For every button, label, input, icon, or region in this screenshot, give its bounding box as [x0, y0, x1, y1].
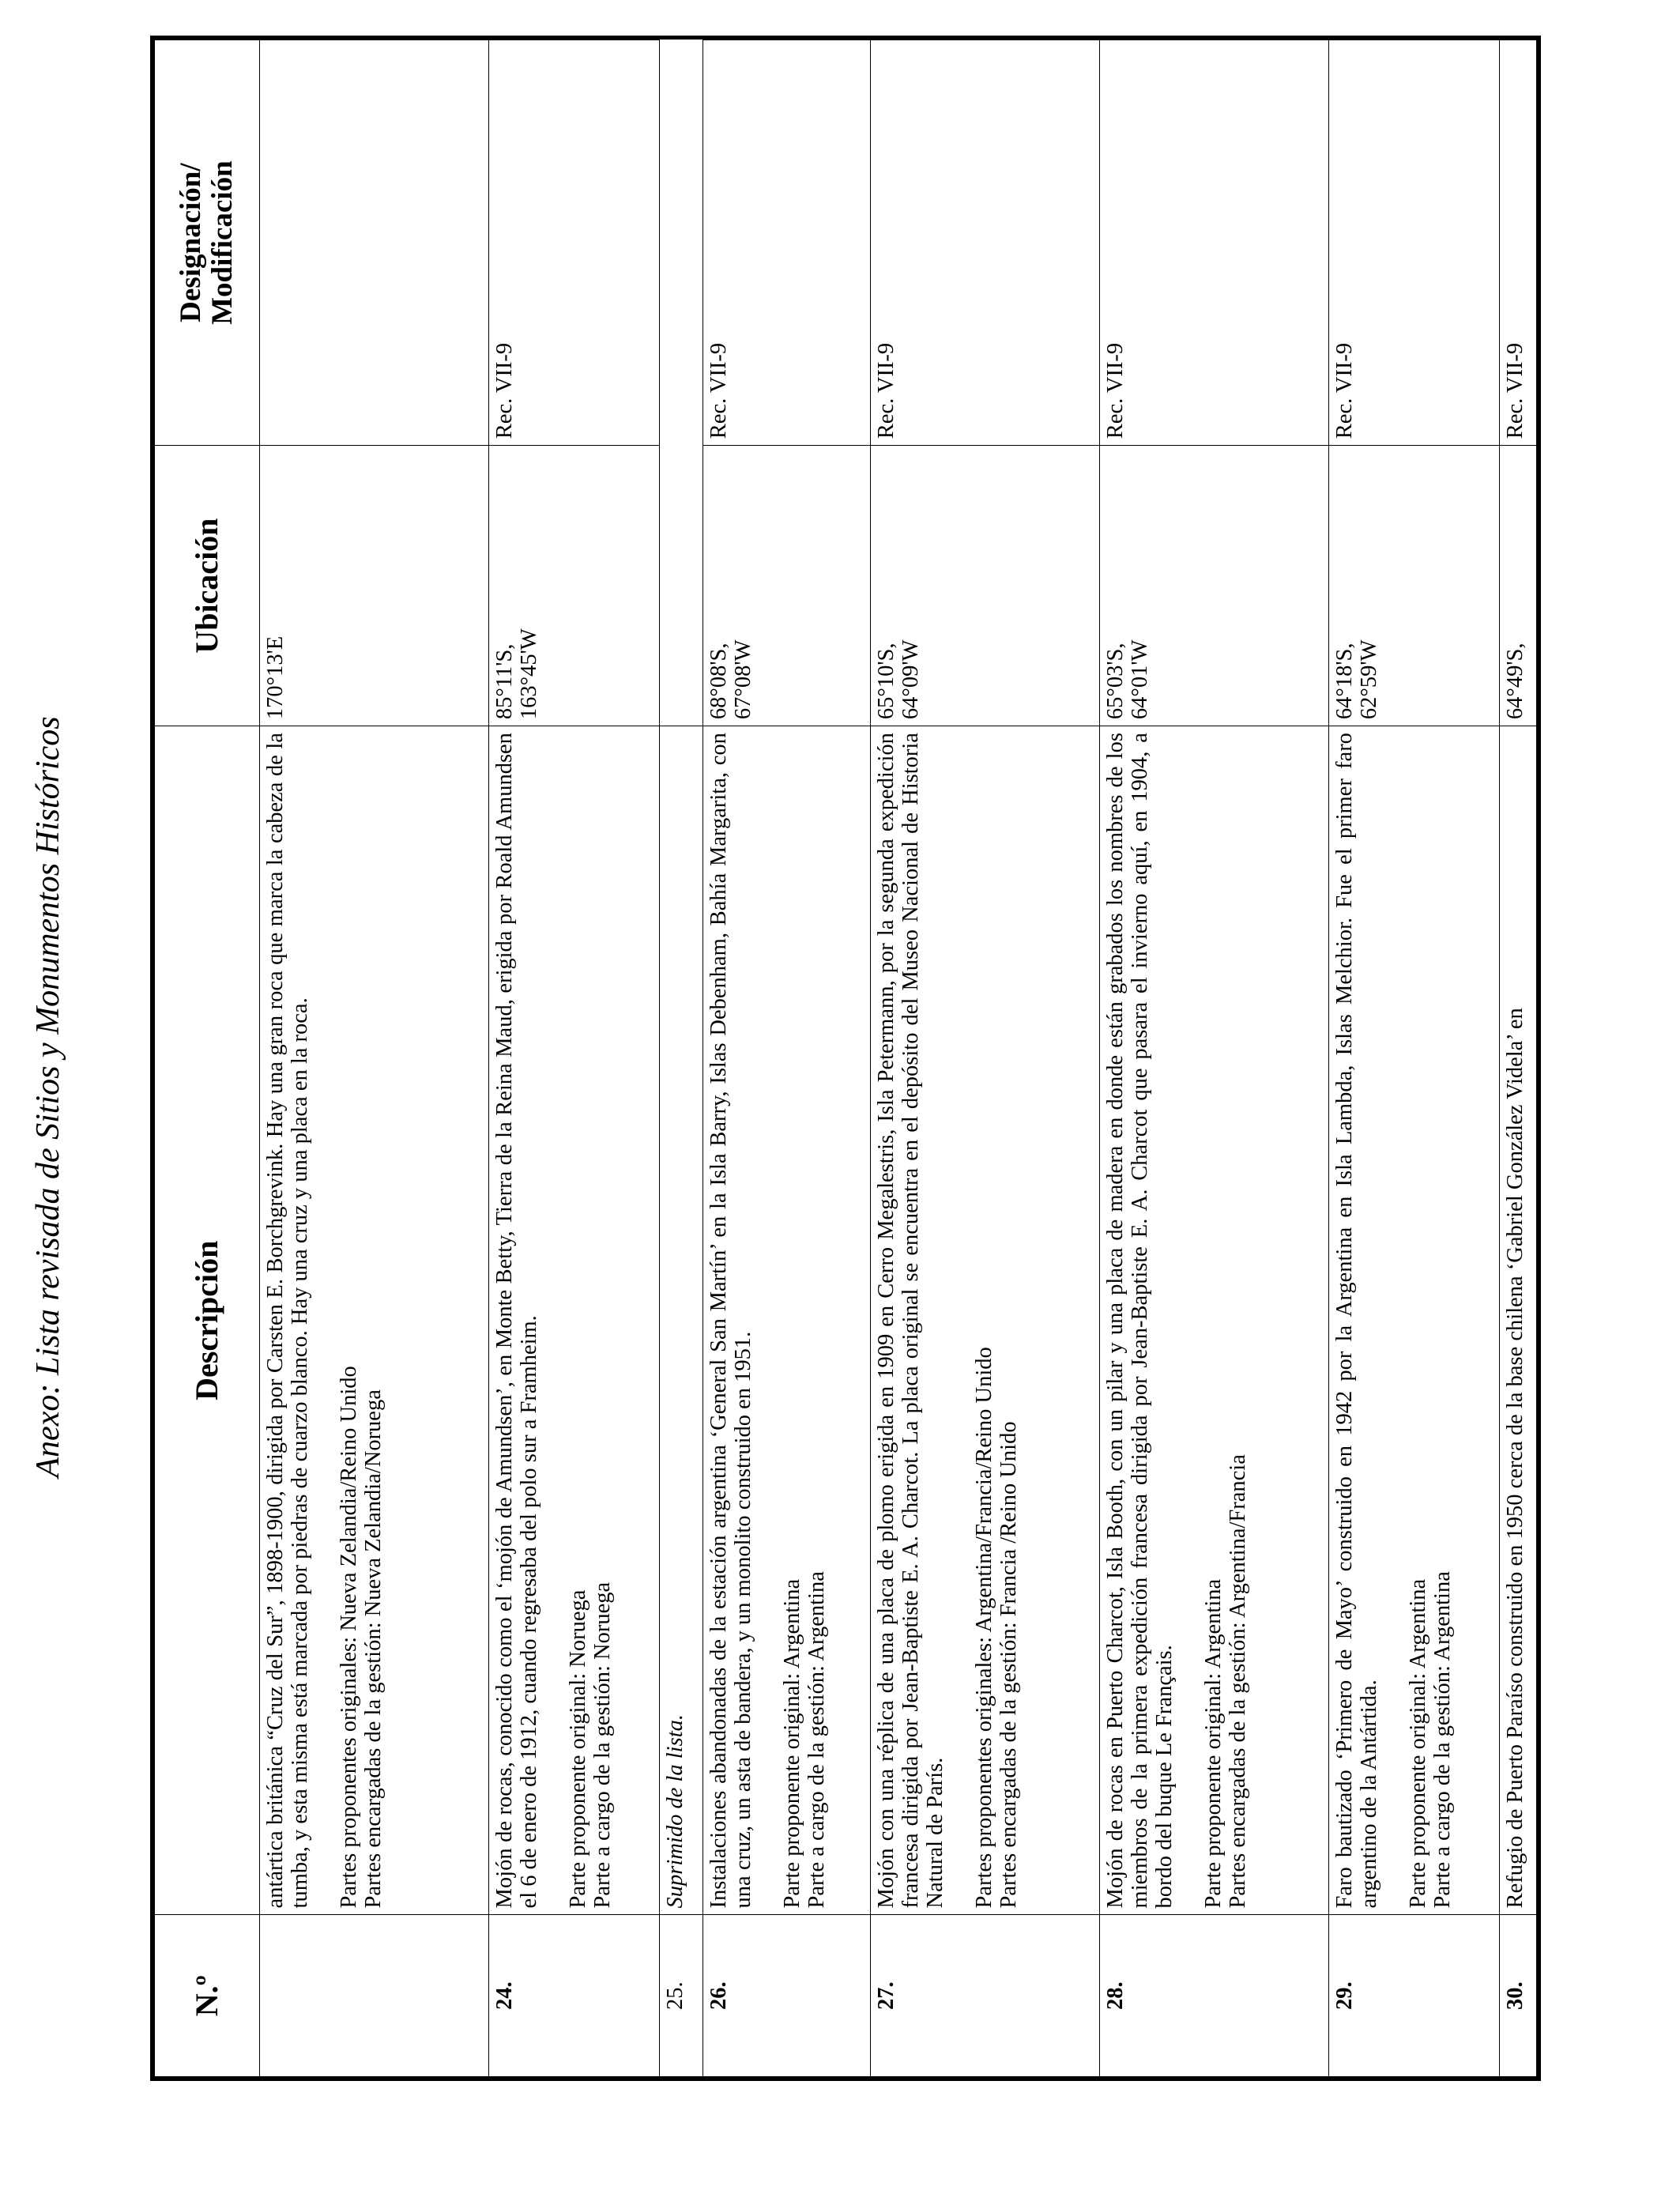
row-description: [1329, 726, 1500, 1915]
proposing-parties: Partes proponentes originales: Argentina/Francia/Reino Unido: [972, 1347, 996, 1909]
table-row: [871, 40, 1100, 2077]
description-text: Mojón de rocas, conocido como el ‘mojón de Amundsen’, en Monte Betty, Tierra de la Reina Maud, erigida por Roald Amundsen el 6 de enero de 1912, cuando regresaba del polo sur a Framheim.: [492, 733, 541, 1909]
location-line-2: 64°09'W: [898, 639, 923, 720]
monuments-table: [154, 40, 1537, 2077]
table-row: [1500, 40, 1537, 2077]
managing-parties-line: Parte a cargo de la gestión: Noruega: [590, 1581, 615, 1909]
description-text: Instalaciones abandonadas de la estación argentina ‘General San Martín’ en la Isla Barry, Islas Debenham, Bahía Margarita, con una cruz, un asta de bandera, y un monolito construido en 1951.: [706, 733, 755, 1909]
row-designation: Rec. VII-9: [1100, 40, 1329, 446]
location-line-1: 65°10'S,: [874, 643, 898, 720]
page-header-title: Anexo: Lista revisada de Sitios y Monumentos Históricos: [30, 716, 66, 1478]
column-header-location: Ubicación: [155, 446, 260, 726]
row-designation: Rec. VII-9: [489, 40, 660, 446]
table-row: [660, 40, 703, 2077]
managing-parties: [566, 733, 615, 1908]
managing-parties-line: Partes encargadas de la gestión: Francia /Reino Unido: [996, 1421, 1021, 1909]
row-number: 27.: [871, 1915, 1100, 2077]
managing-parties: [1406, 733, 1455, 1908]
managing-parties-line: Partes encargadas de la gestión: Argentina/Francia: [1226, 1454, 1250, 1909]
column-header-number: N.º: [155, 1915, 260, 2077]
row-designation: Rec. VII-9: [871, 40, 1100, 446]
row-number: [260, 1915, 489, 2077]
designation-header-line-1: Designación/: [175, 163, 207, 322]
row-description: [703, 726, 871, 1915]
location-line-2: 163°45'W: [517, 628, 541, 720]
location-line-1: 170°13'E: [263, 635, 288, 720]
row-number: 25.: [660, 1915, 703, 2077]
row-number: 26.: [703, 1915, 871, 2077]
column-header-designation: [155, 40, 260, 446]
row-location: [260, 446, 489, 726]
description-text: Mojón con una réplica de una placa de plomo erigida en 1909 en Cerro Megalestris, Isla Petermann, por la segunda expedición francesa dirigida por Jean-Baptiste E. A. Charcot. La placa original se encuentra en el depósito del Museo Nacional de Historia Natural de París.: [874, 733, 947, 1909]
location-line-1: 64°18'S,: [1332, 643, 1357, 720]
table-row: [260, 40, 489, 2077]
managing-parties-line: Parte a cargo de la gestión: Argentina: [1430, 1571, 1455, 1909]
location-line-2: 67°08'W: [731, 639, 755, 720]
designation-header-line-2: Modificación: [206, 160, 239, 325]
row-location: [489, 446, 660, 726]
description-text: Mojón de rocas en Puerto Charcot, Isla Booth, con un pilar y una placa de madera en donde están grabados los nombres de los miembros de la primera expedición francesa dirigida por Jean-Baptiste E. A. Charcot que pasara el invierno aquí, en 1904, a bordo del buque Le Français.: [1103, 733, 1177, 1909]
row-location: [871, 446, 1100, 726]
proposing-parties: Partes proponentes originales: Nueva Zelandia/Reino Unido: [337, 1366, 361, 1909]
proposing-parties: Parte proponente original: Argentina: [1201, 1578, 1226, 1909]
managing-parties-line: Parte a cargo de la gestión: Argentina: [804, 1571, 829, 1909]
table-row: [1100, 40, 1329, 2077]
column-header-description: Descripción: [155, 726, 260, 1915]
managing-parties-line: Partes encargadas de la gestión: Nueva Zelandia/Noruega: [361, 1389, 386, 1909]
row-number: 29.: [1329, 1915, 1500, 2077]
proposing-parties: Parte proponente original: Argentina: [780, 1578, 804, 1909]
proposing-parties: Parte proponente original: Argentina: [1406, 1578, 1430, 1909]
row-description: [871, 726, 1100, 1915]
table-header-row: [155, 40, 260, 2077]
managing-parties: [780, 733, 829, 1908]
location-line-2: 64°01'W: [1128, 639, 1152, 720]
managing-parties: [337, 733, 386, 1908]
table-row: [489, 40, 660, 2077]
row-description: [260, 726, 489, 1915]
row-location: [1500, 446, 1537, 726]
row-designation: Rec. VII-9: [1329, 40, 1500, 446]
description-text: Refugio de Puerto Paraíso construido en 1950 cerca de la base chilena ‘Gabriel González Videla’ en: [1503, 1008, 1527, 1909]
row-designation: Rec. VII-9: [703, 40, 871, 446]
location-line-1: 68°08'S,: [706, 643, 731, 720]
description-text: Faro bautizado ‘Primero de Mayo’ construido en 1942 por la Argentina en Isla Lambda, Islas Melchior. Fue el primer faro argentino de la Antártida.: [1332, 733, 1381, 1909]
row-number: 30.: [1500, 1915, 1537, 2077]
table-row: [703, 40, 871, 2077]
description-text: antártica británica “Cruz del Sur”, 1898-1900, dirigida por Carsten E. Borchgrevink. Hay una gran roca que marca la cabeza de la tumba, y esta misma está marcada por piedras de cuarzo blanco. Hay una cruz y una placa en la roca.: [263, 733, 312, 1909]
description-text: Suprimido de la lista.: [663, 1714, 687, 1909]
row-designation: Rec. VII-9: [1500, 40, 1537, 446]
row-number: 28.: [1100, 1915, 1329, 2077]
location-line-1: 65°03'S,: [1103, 643, 1128, 720]
row-description: [1100, 726, 1329, 1915]
table-row: [1329, 40, 1500, 2077]
location-line-2: 62°59'W: [1357, 639, 1381, 720]
row-designation: [260, 40, 489, 446]
location-line-1: 64°49'S,: [1503, 643, 1527, 720]
managing-parties: [972, 733, 1021, 1908]
monuments-table-frame: [150, 36, 1541, 2081]
row-description: [489, 726, 660, 1915]
location-line-1: 85°11'S,: [492, 643, 517, 720]
row-number: 24.: [489, 1915, 660, 2077]
row-description: [1500, 726, 1537, 1915]
row-description: [660, 726, 703, 1915]
row-location: [1100, 446, 1329, 726]
proposing-parties: Parte proponente original: Noruega: [566, 1589, 590, 1909]
row-location: [1329, 446, 1500, 726]
row-location: [703, 446, 871, 726]
empty-cell: [660, 40, 703, 726]
managing-parties: [1201, 733, 1250, 1908]
